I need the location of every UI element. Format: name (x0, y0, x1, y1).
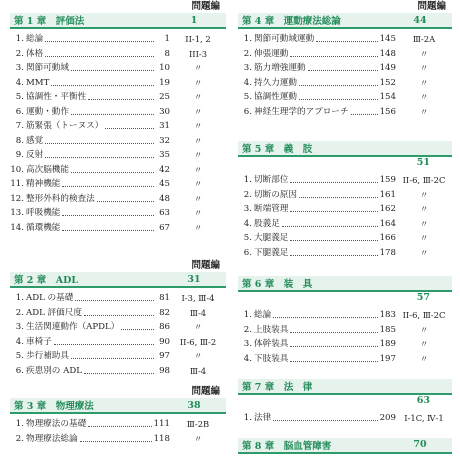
problem-reference: 〃 (419, 218, 429, 229)
chapter-title: 第 8 章 脳血管障害 (242, 440, 332, 452)
leader-dots (62, 221, 154, 231)
chapter-heading (238, 141, 452, 157)
leader-dots (290, 202, 377, 212)
entry-page: 189 (379, 339, 396, 349)
chapter-start-page: 63 (416, 395, 430, 406)
entry-title: 関節可動域 (26, 63, 69, 73)
problem-reference: 〃 (193, 150, 203, 160)
toc-list (238, 32, 452, 119)
toc-list (238, 308, 452, 366)
entry-title: 法律 (254, 413, 272, 423)
entry-title: 物理療法総論 (26, 433, 78, 444)
toc-entry (238, 188, 452, 203)
right-column (238, 0, 452, 454)
chapter-heading (10, 272, 226, 288)
entry-number: 4. (15, 77, 24, 88)
chapter-8-section (238, 438, 452, 454)
problem-reference: 〃 (419, 92, 429, 102)
toc-entry (238, 202, 452, 217)
leader-dots (84, 364, 154, 374)
entry-number: 12. (10, 193, 24, 204)
leader-dots (351, 105, 378, 115)
entry-page: 82 (159, 307, 170, 318)
toc-entry (238, 323, 452, 338)
entry-title: 股義足 (254, 218, 280, 229)
entry-title: 精神機能 (26, 179, 61, 189)
entry-number: 2. (243, 48, 252, 59)
entry-page: 19 (159, 77, 170, 88)
problem-reference: 〃 (193, 222, 203, 233)
entry-number: 3. (243, 339, 252, 349)
toc-entry (10, 349, 226, 364)
entry-title: 高次脳機能 (26, 164, 69, 175)
chapter-title: 第 3 章 物理療法 (14, 401, 94, 412)
entry-number: 6. (15, 365, 24, 376)
entry-number: 7. (15, 121, 24, 131)
entry-page: 8 (164, 48, 170, 59)
entry-number: 4. (243, 353, 252, 364)
problem-reference: 〃 (193, 92, 203, 102)
entry-page: 30 (159, 106, 170, 117)
entry-number: 14. (10, 222, 24, 233)
problem-reference: 〃 (193, 351, 203, 361)
entry-page: 31 (159, 121, 170, 131)
chapter-5-section (238, 141, 452, 260)
problem-reference: 〃 (419, 48, 429, 59)
entry-title: 伸張運動 (254, 48, 289, 59)
leader-dots (105, 119, 154, 129)
problem-reference: 〃 (193, 179, 203, 189)
entry-page: 111 (153, 419, 170, 429)
chapter-start-page: 51 (416, 157, 430, 168)
entry-title: 総論 (254, 310, 272, 320)
leader-dots (316, 32, 377, 42)
entry-page: 63 (159, 208, 170, 218)
entry-title: 断端管理 (254, 204, 289, 214)
chapter-start-page: 31 (187, 273, 201, 285)
entry-title: 筋緊張（トーヌス） (26, 121, 104, 131)
toc-entry (238, 246, 452, 261)
problem-reference: 〃 (193, 433, 203, 444)
toc-entry (10, 148, 226, 163)
problem-reference: 〃 (419, 77, 429, 88)
chapter-title: 第 4 章 運動療法総論 (242, 16, 341, 27)
toc-entry (10, 90, 226, 105)
entry-title: 呼吸機能 (26, 208, 61, 218)
entry-number: 1. (15, 293, 24, 303)
entry-number: 3. (15, 63, 24, 73)
toc-entry (10, 206, 226, 221)
entry-page: 183 (379, 310, 396, 320)
entry-title: 上肢装具 (254, 324, 289, 335)
entry-number: 2. (243, 189, 252, 200)
problem-reference: 〃 (419, 233, 429, 243)
chapter-title: 第 6 章 装 具 (242, 279, 313, 290)
entry-page: 152 (379, 77, 396, 88)
chapter-heading (238, 438, 452, 454)
leader-dots (290, 173, 377, 183)
entry-page: 42 (159, 164, 170, 175)
chapter-start-page: 44 (413, 14, 427, 26)
entry-page: 98 (159, 365, 170, 376)
entry-number: 5. (243, 233, 252, 243)
problem-reference: 〃 (193, 135, 203, 146)
entry-number: 6. (243, 106, 252, 117)
problem-reference: 〃 (193, 193, 203, 204)
toc-entry (238, 217, 452, 232)
problem-reference: Ⅲ-2A (412, 34, 436, 44)
toc-entry (10, 335, 226, 350)
leader-dots (88, 90, 154, 100)
toc-entry (10, 364, 226, 379)
toc-entry (10, 134, 226, 149)
entry-number: 1. (243, 175, 252, 185)
problem-reference: 〃 (193, 322, 203, 332)
leader-dots (54, 335, 154, 345)
chapter-3-section (10, 385, 226, 446)
entry-number: 8. (15, 135, 24, 146)
entry-page: 154 (379, 92, 396, 102)
entry-page: 45 (159, 179, 170, 189)
leader-dots (121, 320, 154, 330)
entry-title: ADL の基礎 (26, 293, 74, 303)
entry-number: 3. (243, 63, 252, 73)
entry-title: 物理療法の基礎 (26, 419, 87, 429)
chapter-start-page: 57 (416, 292, 430, 303)
chapter-title: 第 7 章 法 律 (242, 382, 313, 393)
toc-entry (238, 76, 452, 91)
leader-dots (88, 417, 151, 427)
entry-title: ADL 評価尺度 (26, 307, 82, 318)
leader-dots (45, 148, 154, 158)
problem-reference: 〃 (193, 121, 203, 131)
leader-dots (97, 192, 154, 202)
chapter-title: 第 1 章 評価法 (14, 16, 85, 27)
entry-title: 体格 (26, 48, 44, 59)
problem-reference: II-6, Ⅲ-2C (402, 175, 446, 185)
toc-entry (238, 231, 452, 246)
entry-number: 6. (15, 106, 24, 117)
problem-reference: 〃 (419, 189, 429, 200)
left-column (10, 0, 226, 446)
entry-title: 歩行補助具 (26, 351, 69, 361)
toc-list (10, 291, 226, 378)
problem-reference: 〃 (419, 339, 429, 349)
entry-page: 149 (379, 63, 396, 73)
toc-entry (10, 177, 226, 192)
entry-page: 25 (159, 92, 170, 102)
chapter-title: 第 2 章 ADL (14, 275, 79, 286)
entry-page: 185 (379, 324, 396, 335)
leader-dots (71, 163, 154, 173)
problem-reference: 〃 (419, 204, 429, 214)
entry-number: 13. (10, 208, 24, 218)
toc-entry (10, 320, 226, 335)
entry-title: 感覚 (26, 135, 44, 146)
problem-reference: 〃 (193, 208, 203, 218)
problem-reference: 〃 (419, 324, 429, 335)
leader-dots (71, 105, 154, 115)
entry-title: 生活関連動作（APDL） (26, 322, 120, 332)
entry-number: 2. (243, 324, 252, 335)
entry-number: 10. (10, 164, 24, 175)
problem-label: 問題編 (417, 1, 446, 12)
leader-dots (273, 308, 377, 318)
entry-page: 81 (159, 293, 170, 303)
leader-dots (282, 217, 378, 227)
entry-page: 164 (379, 218, 396, 229)
problem-reference: 〃 (193, 106, 203, 117)
leader-dots (84, 306, 154, 316)
leader-dots (290, 231, 377, 241)
chapter-2-section (10, 259, 226, 378)
problem-reference: 〃 (419, 63, 429, 73)
toc-entry (10, 306, 226, 321)
entry-page: 209 (379, 413, 396, 423)
entry-number: 2. (15, 48, 24, 59)
problem-reference: II-1, 2 (185, 34, 211, 44)
entry-number: 1. (243, 34, 252, 44)
toc-entry (10, 221, 226, 236)
chapter-heading (238, 379, 452, 395)
leader-dots (290, 352, 377, 362)
problem-reference: II-6, Ⅲ-2C (402, 310, 446, 320)
problem-reference: Ⅲ-4 (189, 365, 207, 376)
entry-page: 10 (159, 63, 170, 73)
entry-title: 下肢装具 (254, 353, 289, 364)
chapter-1-section (10, 0, 226, 235)
leader-dots (299, 90, 378, 100)
entry-title: 整形外科的検査法 (26, 193, 95, 204)
entry-title: 反射 (26, 150, 44, 160)
entry-title: 神経生理学的アプローチ (254, 106, 349, 117)
entry-number: 5. (15, 92, 24, 102)
problem-label: 問題編 (191, 386, 220, 397)
problem-label: 問題編 (191, 260, 220, 271)
leader-dots (290, 323, 377, 333)
problem-reference: Ⅲ-2B (186, 419, 210, 429)
entry-page: 48 (159, 193, 170, 204)
entry-title: 持久力運動 (254, 77, 297, 88)
problem-reference: I-1C, Ⅳ-1 (404, 413, 444, 423)
entry-page: 32 (159, 135, 170, 146)
toc-entry (10, 291, 226, 306)
toc-entry (10, 119, 226, 134)
entry-title: 疾患別の ADL (26, 365, 82, 376)
entry-number: 4. (243, 77, 252, 88)
leader-dots (62, 177, 154, 187)
entry-title: 下腿義足 (254, 247, 289, 258)
chapter-heading (10, 398, 226, 414)
leader-dots (51, 76, 154, 86)
problem-reference: 〃 (419, 353, 429, 364)
entry-page: 156 (379, 106, 396, 117)
problem-reference: 〃 (419, 106, 429, 117)
chapter-start-page: 1 (190, 14, 198, 26)
entry-page: 161 (379, 189, 396, 200)
leader-dots (45, 32, 154, 42)
entry-number: 3. (243, 204, 252, 214)
entry-title: 筋力増強運動 (254, 63, 306, 73)
toc-entry (238, 32, 452, 47)
entry-page: 178 (379, 247, 396, 258)
entry-page: 197 (379, 353, 396, 364)
toc-entry (10, 105, 226, 120)
chapter-7-section (238, 379, 452, 426)
toc-entry (10, 47, 226, 62)
entry-page: 118 (153, 433, 170, 444)
toc-list (238, 411, 452, 426)
chapter-6-section (238, 276, 452, 366)
toc-entry (238, 352, 452, 367)
entry-number: 1. (243, 413, 252, 423)
entry-page: 159 (379, 175, 396, 185)
leader-dots (290, 246, 377, 256)
entry-page: 67 (159, 222, 170, 233)
leader-dots (290, 337, 377, 347)
toc-entry (238, 47, 452, 62)
problem-reference: III-3 (188, 48, 208, 59)
toc-entry (238, 61, 452, 76)
entry-page: 145 (379, 34, 396, 44)
problem-reference: 〃 (193, 77, 203, 88)
toc-entry (10, 163, 226, 178)
entry-title: 循環機能 (26, 222, 61, 233)
entry-number: 3. (15, 322, 24, 332)
entry-page: 35 (159, 150, 170, 160)
problem-reference: I-3, Ⅲ-4 (181, 293, 215, 303)
entry-number: 2. (15, 433, 24, 444)
leader-dots (299, 188, 378, 198)
leader-dots (299, 76, 378, 86)
problem-reference: II-6, Ⅲ-2 (179, 336, 217, 347)
toc-entry (10, 432, 226, 447)
toc-entry (10, 32, 226, 47)
entry-number: 4. (15, 336, 24, 347)
entry-title: 大腿義足 (254, 233, 289, 243)
toc-entry (10, 76, 226, 91)
entry-page: 90 (159, 336, 170, 347)
entry-number: 2. (15, 307, 24, 318)
entry-number: 5. (243, 92, 252, 102)
entry-number: 11. (10, 179, 24, 189)
entry-title: MMT (26, 77, 50, 88)
entry-number: 1. (15, 34, 24, 44)
entry-page: 1 (164, 34, 170, 44)
entry-page: 148 (379, 48, 396, 59)
leader-dots (71, 349, 154, 359)
entry-title: 体幹装具 (254, 339, 289, 349)
chapter-heading (238, 276, 452, 292)
entry-title: 総論 (26, 34, 44, 44)
problem-reference: 〃 (193, 63, 203, 73)
toc-entry (10, 192, 226, 207)
entry-number: 1. (15, 419, 24, 429)
entry-page: 162 (379, 204, 396, 214)
entry-title: 協調性運動 (254, 92, 297, 102)
entry-title: 関節可動域運動 (254, 34, 315, 44)
entry-title: 切断の原因 (254, 189, 297, 200)
entry-number: 6. (243, 247, 252, 258)
leader-dots (75, 291, 154, 301)
toc-list (238, 173, 452, 260)
leader-dots (273, 411, 377, 421)
toc-entry (238, 308, 452, 323)
entry-page: 97 (159, 351, 170, 361)
entry-title: 協調性・平衡性 (26, 92, 87, 102)
toc-entry (238, 411, 452, 426)
toc-list (10, 417, 226, 446)
entry-number: 4. (243, 218, 252, 229)
leader-dots (62, 206, 154, 216)
toc-entry (238, 173, 452, 188)
leader-dots (71, 61, 154, 71)
chapter-heading (238, 13, 452, 29)
toc-entry (238, 337, 452, 352)
entry-page: 166 (379, 233, 396, 243)
chapter-start-page: 38 (187, 399, 201, 411)
entry-title: 運動・動作 (26, 106, 69, 117)
leader-dots (45, 134, 154, 144)
toc-entry (238, 105, 452, 120)
chapter-heading (10, 13, 226, 29)
problem-reference: 〃 (419, 247, 429, 258)
toc-entry (10, 61, 226, 76)
chapter-4-section (238, 0, 452, 119)
problem-label: 問題編 (191, 1, 220, 12)
leader-dots (308, 61, 378, 71)
entry-number: 5. (15, 351, 24, 361)
problem-reference: 〃 (193, 164, 203, 175)
chapter-title: 第 5 章 義 肢 (242, 144, 313, 155)
toc-list (10, 32, 226, 235)
leader-dots (45, 47, 154, 57)
leader-dots (290, 47, 377, 57)
chapter-start-page: 70 (413, 439, 427, 450)
entry-title: 車椅子 (26, 336, 52, 347)
problem-reference: Ⅲ-4 (189, 307, 207, 318)
entry-page: 86 (159, 322, 170, 332)
entry-number: 1. (243, 310, 252, 320)
entry-number: 9. (15, 150, 24, 160)
entry-title: 切断部位 (254, 175, 289, 185)
toc-entry (238, 90, 452, 105)
leader-dots (80, 432, 152, 442)
toc-entry (10, 417, 226, 432)
